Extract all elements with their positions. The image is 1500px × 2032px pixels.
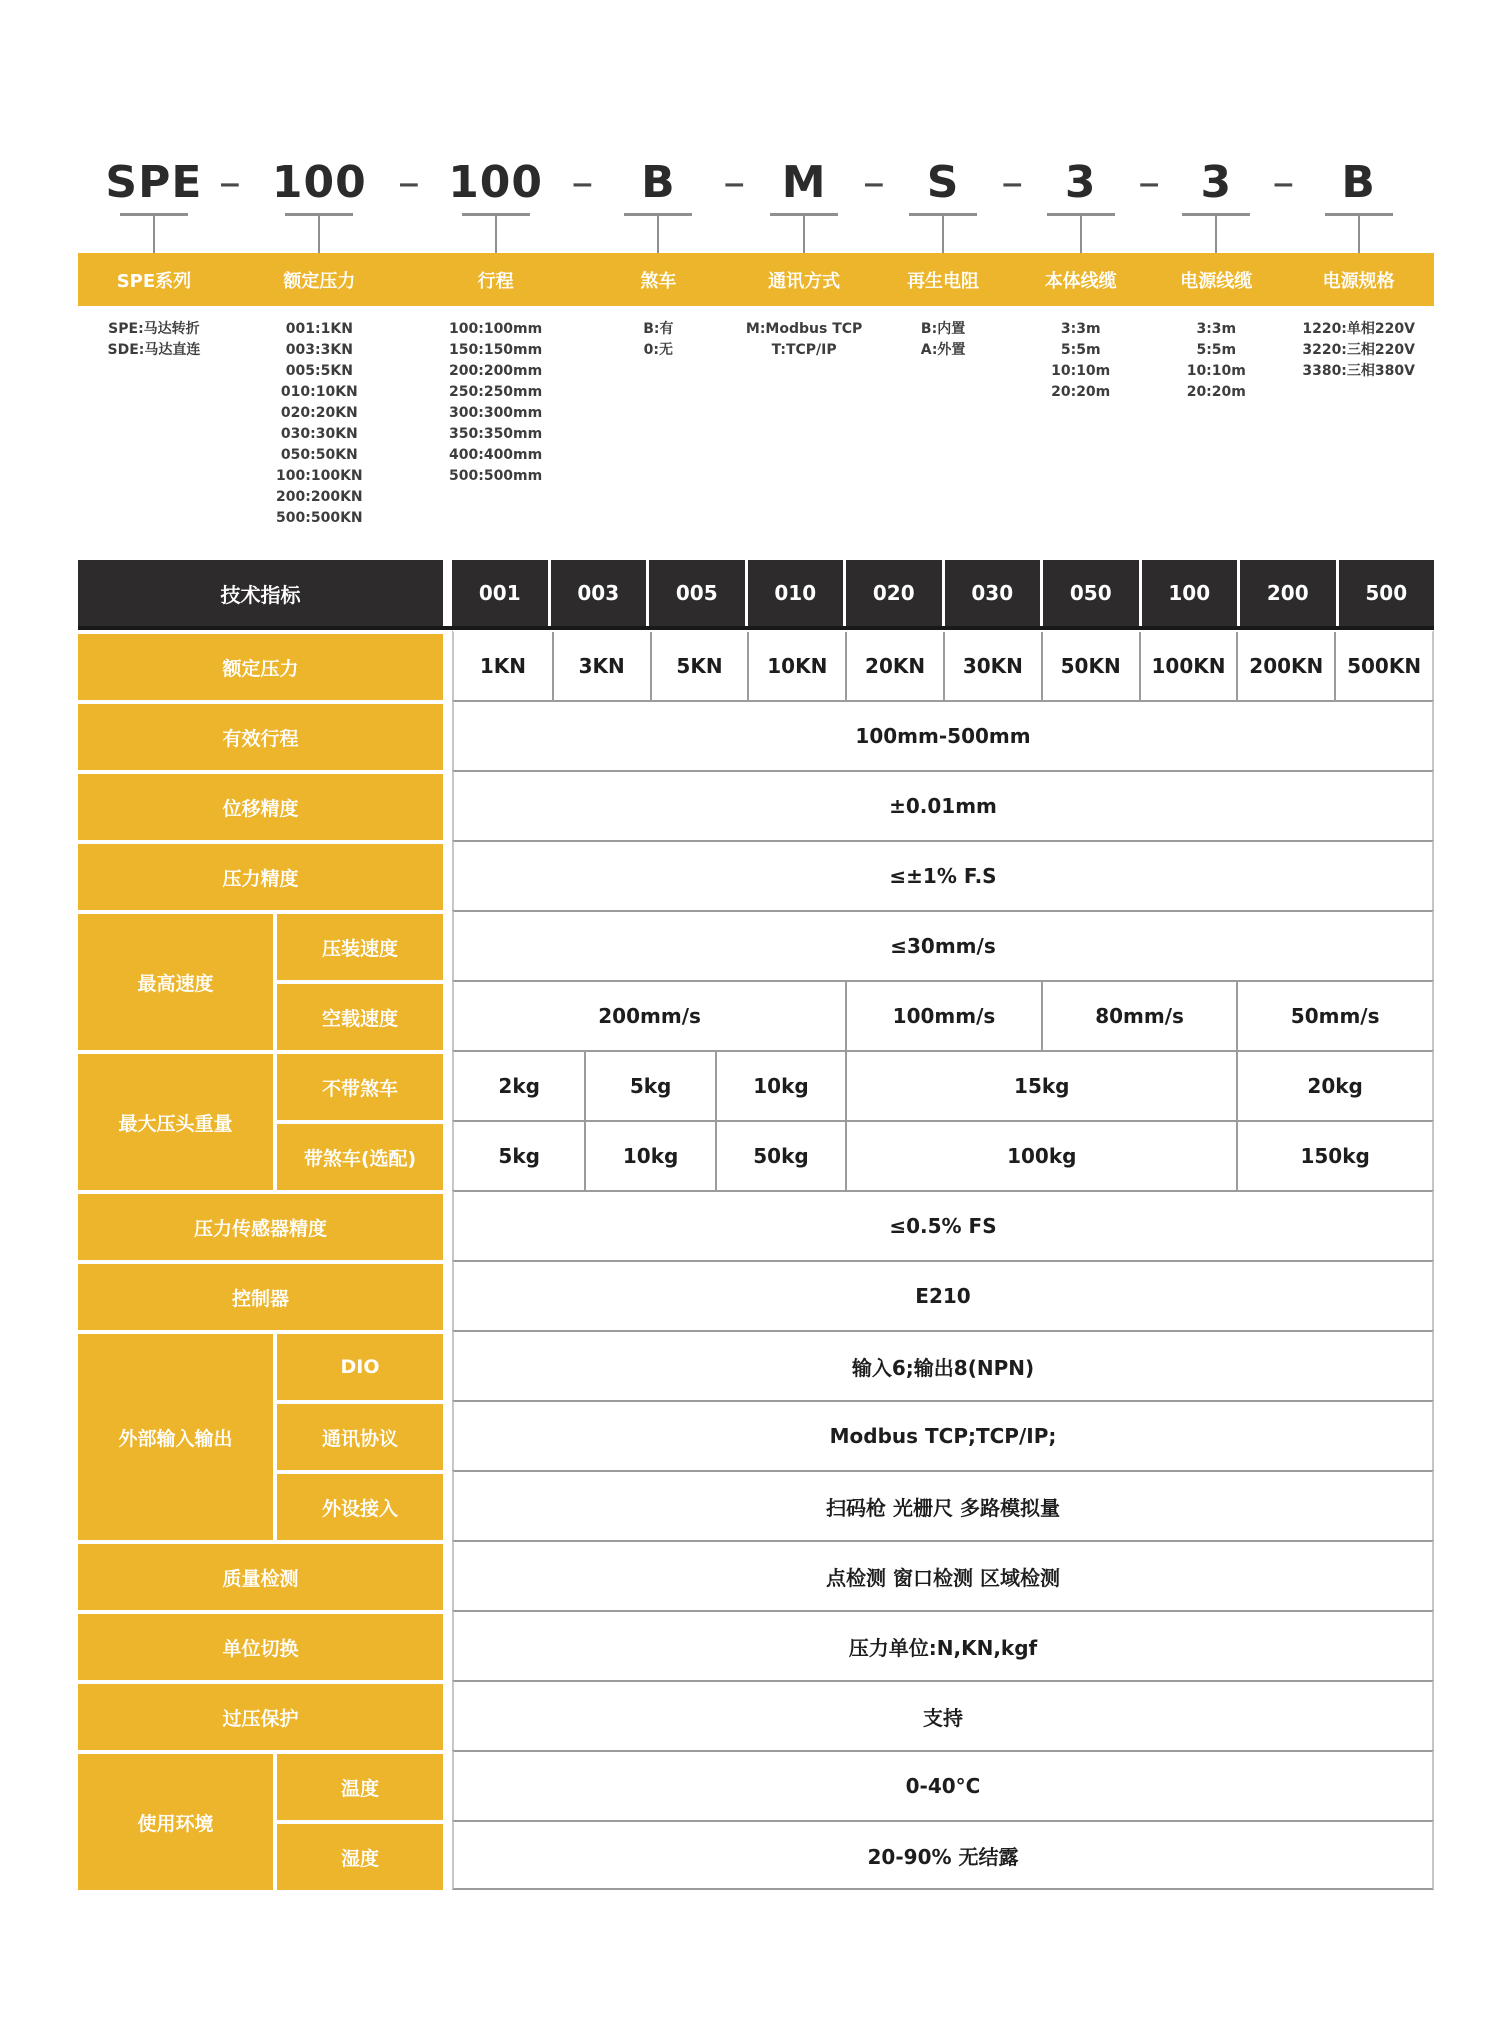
option-item: SDE:马达直连 — [107, 342, 201, 358]
spec-header-columns — [452, 560, 1434, 626]
sub-label: DIO — [273, 1330, 443, 1400]
spec-cell: ±0.01mm — [889, 794, 997, 818]
option-item: 500:500mm — [449, 468, 543, 484]
option-item: 3:3m — [1196, 321, 1237, 337]
option-item: 150:150mm — [449, 342, 543, 358]
model-code-segment: B — [641, 157, 676, 208]
option-item: 005:5KN — [285, 363, 353, 379]
option-item: 0:无 — [643, 342, 673, 358]
option-item: 010:10KN — [280, 384, 358, 400]
spec-cell: 扫码枪 光栅尺 多路模拟量 — [826, 1495, 1060, 1520]
row-label: 质量检测 — [78, 1540, 443, 1610]
spec-data-row — [452, 700, 1434, 770]
model-code-diagram — [78, 0, 1434, 529]
spec-cell: 10kg — [584, 1122, 714, 1190]
row-gutter — [443, 770, 452, 840]
option-item: 1220:单相220V — [1302, 321, 1415, 337]
row-gutter — [443, 630, 452, 700]
option-item: B:有 — [643, 321, 674, 337]
row-label: 控制器 — [78, 1260, 443, 1330]
spec-cell: 点检测 窗口检测 区域检测 — [826, 1565, 1060, 1590]
category-cell: 额定压力 — [283, 270, 356, 292]
spec-data-row — [452, 1260, 1434, 1330]
option-item: 400:400mm — [449, 447, 543, 463]
spec-group — [78, 1750, 1434, 1890]
option-item: 20:20m — [1051, 384, 1111, 400]
row-gutter — [443, 1540, 452, 1610]
spec-cell: 压力单位:N,KN,kgf — [848, 1635, 1038, 1660]
category-cell: 通讯方式 — [768, 270, 841, 292]
spec-row — [273, 1470, 1434, 1540]
spec-cell: 20KN — [845, 632, 943, 700]
spec-row — [78, 1610, 1434, 1680]
spec-cell: E210 — [915, 1284, 971, 1308]
spec-cell: 50mm/s — [1236, 982, 1432, 1050]
spec-data-row — [452, 1190, 1434, 1260]
spec-cell: 50KN — [1041, 632, 1139, 700]
option-item: 200:200mm — [449, 363, 543, 379]
spec-cell: 5kg — [584, 1052, 714, 1120]
spec-header-col: 500 — [1336, 560, 1435, 626]
spec-cell: 50kg — [715, 1122, 845, 1190]
row-gutter — [443, 840, 452, 910]
model-code-segment: 3 — [1200, 157, 1233, 208]
spec-data-row — [452, 1540, 1434, 1610]
row-gutter — [443, 1470, 452, 1540]
spec-row — [273, 910, 1434, 980]
sub-label: 通讯协议 — [273, 1400, 443, 1470]
model-code-cell — [78, 156, 230, 253]
spec-row — [273, 1750, 1434, 1820]
spec-header-col: 001 — [452, 560, 548, 626]
category-cell: 电源规格 — [1322, 270, 1395, 292]
spec-header-row — [78, 560, 1434, 630]
category-cell: 再生电阻 — [907, 270, 980, 292]
spec-cell: 0-40°C — [905, 1774, 981, 1798]
spec-cell: 20-90% 无结露 — [867, 1844, 1019, 1869]
row-label: 有效行程 — [78, 700, 443, 770]
spec-data-row — [452, 1470, 1434, 1540]
spec-group — [78, 1330, 1434, 1540]
row-gutter — [443, 1820, 452, 1890]
spec-row — [273, 1050, 1434, 1120]
option-item: SPE:马达转折 — [108, 321, 200, 337]
option-item: 200:200KN — [276, 489, 363, 505]
spec-header-col: 005 — [646, 560, 745, 626]
option-item: 350:350mm — [449, 426, 543, 442]
spec-cell: 500KN — [1334, 632, 1432, 700]
spec-data-row — [452, 770, 1434, 840]
option-item: 030:30KN — [280, 426, 358, 442]
row-gutter — [443, 1680, 452, 1750]
row-label: 过压保护 — [78, 1680, 443, 1750]
spec-header-label: 技术指标 — [78, 560, 443, 626]
option-list — [78, 319, 230, 529]
spec-cell: 100KN — [1139, 632, 1237, 700]
spec-cell: 3KN — [552, 632, 650, 700]
option-item: 5:5m — [1196, 342, 1237, 358]
sub-label: 带煞车(选配) — [273, 1120, 443, 1190]
dash-separator: – — [723, 157, 746, 208]
group-rows — [273, 1750, 1434, 1890]
category-cell: 本体线缆 — [1044, 270, 1117, 292]
group-rows — [273, 1050, 1434, 1190]
spec-cell: 5KN — [650, 632, 748, 700]
group-rows — [273, 1330, 1434, 1540]
spec-cell: 80mm/s — [1041, 982, 1237, 1050]
code-connector-line — [942, 216, 944, 253]
dash-separator: – — [397, 157, 420, 208]
spec-row — [78, 700, 1434, 770]
model-code-segment: B — [1341, 157, 1376, 208]
option-item: M:Modbus TCP — [745, 321, 863, 337]
category-bar — [78, 253, 1434, 306]
row-label: 压力精度 — [78, 840, 443, 910]
spec-cell: 10KN — [747, 632, 845, 700]
option-item: 003:3KN — [285, 342, 353, 358]
row-gutter — [443, 910, 452, 980]
option-item: 100:100KN — [276, 468, 363, 484]
category-cell: 电源线缆 — [1180, 270, 1253, 292]
group-label: 最大压头重量 — [78, 1050, 273, 1190]
model-code-row — [78, 156, 1434, 253]
spec-cell: 支持 — [923, 1705, 963, 1730]
spec-cell: 30KN — [943, 632, 1041, 700]
spec-data-row — [452, 840, 1434, 910]
spec-header-col: 050 — [1040, 560, 1139, 626]
row-gutter — [443, 1400, 452, 1470]
row-gutter — [443, 1120, 452, 1190]
option-item: 500:500KN — [276, 510, 363, 526]
option-item: 10:10m — [1186, 363, 1246, 379]
spec-data-row — [452, 1120, 1434, 1190]
option-item: 3380:三相380V — [1302, 363, 1415, 379]
option-list — [1149, 319, 1283, 529]
spec-cell: 100mm/s — [845, 982, 1041, 1050]
options-row — [78, 319, 1434, 529]
model-code-segment: S — [926, 157, 960, 208]
spec-row — [273, 1820, 1434, 1890]
row-gutter — [443, 1330, 452, 1400]
spec-data-row — [452, 1050, 1434, 1120]
option-item: 5:5m — [1060, 342, 1101, 358]
option-item: 300:300mm — [449, 405, 543, 421]
row-gutter — [443, 1260, 452, 1330]
row-gutter — [443, 1610, 452, 1680]
spec-data-row — [452, 1610, 1434, 1680]
spec-header-col: 200 — [1237, 560, 1336, 626]
model-code-segment: M — [781, 157, 827, 208]
model-code-cell — [218, 156, 409, 253]
spec-cell: 200mm/s — [598, 1004, 701, 1028]
spec-cell: ≤0.5% FS — [889, 1214, 997, 1238]
code-connector-line — [1080, 216, 1082, 253]
spec-cell: ≤±1% F.S — [889, 864, 997, 888]
spec-cell: 1KN — [479, 654, 526, 678]
spec-cell: 20kg — [1236, 1052, 1432, 1120]
category-cell: SPE系列 — [116, 270, 192, 292]
category-cell: 行程 — [477, 270, 514, 292]
group-label: 使用环境 — [78, 1750, 273, 1890]
code-connector-line — [495, 216, 497, 253]
option-item: T:TCP/IP — [771, 342, 837, 358]
spec-row — [273, 1400, 1434, 1470]
spec-cell: 10kg — [715, 1052, 845, 1120]
option-list — [1283, 319, 1434, 529]
spec-header-col: 003 — [548, 560, 647, 626]
option-list — [230, 319, 409, 529]
code-connector-line — [1215, 216, 1217, 253]
row-gutter — [443, 1190, 452, 1260]
spec-row — [78, 1540, 1434, 1610]
row-gutter — [443, 1050, 452, 1120]
option-list — [734, 319, 874, 529]
sub-label: 不带煞车 — [273, 1050, 443, 1120]
group-label: 外部输入输出 — [78, 1330, 273, 1540]
sub-label: 湿度 — [273, 1820, 443, 1890]
model-code-cell — [397, 156, 583, 253]
option-list — [1012, 319, 1149, 529]
spec-table — [78, 560, 1434, 1890]
group-rows — [273, 910, 1434, 1050]
spec-data-row — [452, 630, 1434, 700]
header-gutter — [443, 560, 452, 626]
dash-separator: – — [1001, 157, 1024, 208]
dash-separator: – — [1272, 157, 1295, 208]
code-connector-line — [1358, 216, 1360, 253]
code-connector-line — [803, 216, 805, 253]
spec-row — [78, 1260, 1434, 1330]
spec-data-row — [452, 980, 1434, 1050]
spec-cell: 15kg — [845, 1052, 1236, 1120]
spec-header-col: 030 — [942, 560, 1041, 626]
spec-row — [78, 770, 1434, 840]
sub-label: 空载速度 — [273, 980, 443, 1050]
option-item: 250:250mm — [449, 384, 543, 400]
model-code-segment: 100 — [448, 157, 544, 208]
spec-row — [78, 1190, 1434, 1260]
code-connector-line — [318, 216, 320, 253]
spec-data-row — [452, 910, 1434, 980]
option-item: 10:10m — [1051, 363, 1111, 379]
model-code-cell — [1138, 156, 1283, 253]
option-item: A:外置 — [920, 342, 966, 358]
spec-cell: 5kg — [498, 1144, 540, 1168]
model-code-segment: 100 — [271, 157, 367, 208]
model-code-cell — [862, 156, 1012, 253]
row-label: 额定压力 — [78, 630, 443, 700]
model-code-cell — [723, 156, 874, 253]
code-connector-line — [657, 216, 659, 253]
spec-sheet-page — [78, 0, 1434, 1890]
spec-data-row — [452, 1400, 1434, 1470]
row-label: 单位切换 — [78, 1610, 443, 1680]
model-code-cell — [571, 156, 734, 253]
dash-separator: – — [1138, 157, 1161, 208]
spec-group — [78, 1050, 1434, 1190]
spec-data-row — [452, 1680, 1434, 1750]
row-gutter — [443, 1750, 452, 1820]
spec-cell: ≤30mm/s — [890, 934, 996, 958]
spec-row — [78, 840, 1434, 910]
spec-row — [78, 1680, 1434, 1750]
option-item: 050:50KN — [280, 447, 358, 463]
spec-cell: 150kg — [1236, 1122, 1432, 1190]
model-code-segment: 3 — [1064, 157, 1097, 208]
code-connector-line — [153, 216, 155, 253]
option-item: 100:100mm — [449, 321, 543, 337]
sub-label: 温度 — [273, 1750, 443, 1820]
row-gutter — [443, 980, 452, 1050]
spec-cell: 输入6;输出8(NPN) — [851, 1355, 1035, 1380]
spec-data-row — [452, 1820, 1434, 1890]
row-label: 位移精度 — [78, 770, 443, 840]
spec-header-col: 100 — [1139, 560, 1238, 626]
row-label: 压力传感器精度 — [78, 1190, 443, 1260]
row-gutter — [443, 700, 452, 770]
option-item: B:内置 — [920, 321, 966, 337]
model-code-cell — [1272, 156, 1434, 253]
model-code-cell — [1001, 156, 1149, 253]
model-code-segment: SPE — [105, 157, 203, 208]
spec-header-col: 010 — [745, 560, 844, 626]
spec-cell: 100kg — [845, 1122, 1236, 1190]
spec-cell: 2kg — [498, 1074, 540, 1098]
option-list — [582, 319, 734, 529]
option-item: 3220:三相220V — [1302, 342, 1415, 358]
spec-cell: 100mm-500mm — [855, 724, 1031, 748]
option-list — [874, 319, 1012, 529]
spec-row — [273, 1330, 1434, 1400]
dash-separator: – — [571, 157, 594, 208]
spec-row — [273, 980, 1434, 1050]
spec-group — [78, 910, 1434, 1050]
spec-row — [273, 1120, 1434, 1190]
sub-label: 压装速度 — [273, 910, 443, 980]
spec-cell: Modbus TCP;TCP/IP; — [829, 1424, 1057, 1448]
sub-label: 外设接入 — [273, 1470, 443, 1540]
category-cell: 煞车 — [640, 270, 677, 292]
spec-cell: 200KN — [1236, 632, 1334, 700]
spec-header-col: 020 — [843, 560, 942, 626]
spec-data-row — [452, 1330, 1434, 1400]
option-item: 001:1KN — [285, 321, 353, 337]
dash-separator: – — [218, 157, 241, 208]
option-item: 020:20KN — [280, 405, 358, 421]
option-list — [409, 319, 583, 529]
option-item: 3:3m — [1060, 321, 1101, 337]
group-label: 最高速度 — [78, 910, 273, 1050]
spec-row — [78, 630, 1434, 700]
spec-data-row — [452, 1750, 1434, 1820]
option-item: 20:20m — [1186, 384, 1246, 400]
dash-separator: – — [862, 157, 885, 208]
